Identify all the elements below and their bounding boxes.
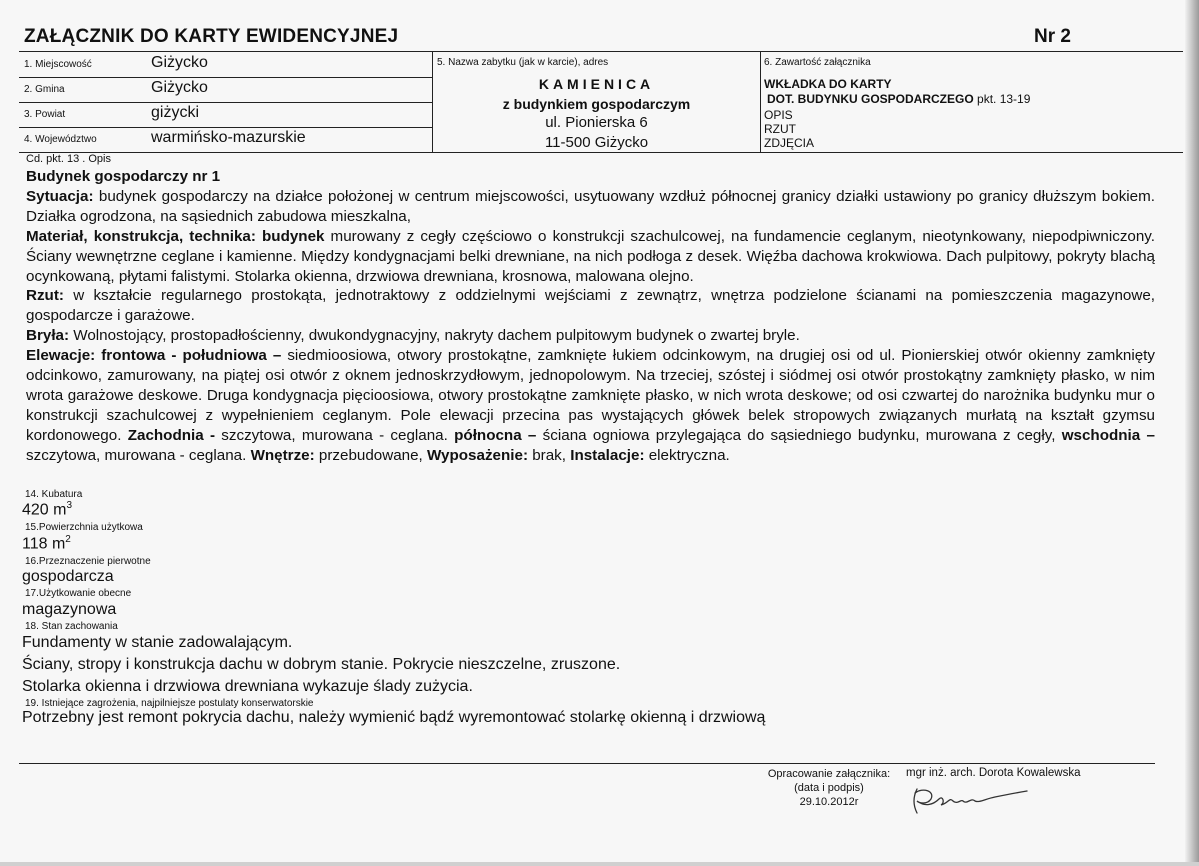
volume-value	[22, 500, 72, 519]
elevations-paragraph	[26, 346, 1155, 465]
north-text: ściana ogniowa przylegająca do sąsiedniego budynku, murowana z cegły,	[536, 426, 1056, 444]
town-value: Giżycko	[151, 54, 208, 71]
monument-city: 11-500 Giżycko	[544, 134, 649, 151]
installations-text: elektryczna.	[644, 446, 730, 464]
north-label: północna –	[454, 426, 537, 444]
threats-value: Potrzebny jest remont pokrycia dachu, należy wymienić bądź wyremontować stolarkę okienną i drzwiową	[22, 709, 766, 726]
interior-label: Wnętrze:	[250, 446, 315, 464]
town-label: 1. Miejscowość	[24, 59, 92, 70]
location-row-voivodeship	[19, 127, 432, 152]
plan-label: Rzut:	[26, 287, 64, 305]
area-number: 118 m	[22, 535, 66, 553]
author-name: mgr inż. arch. Dorota Kowalewska	[906, 767, 1081, 779]
elevations-text: siedmioosiowa, otwory prostokątne, zamknięte łukiem odcinkowym, na drugiej osi od ul. Pionierskiej otwór okienny zamknięty odcinkowo, zamurowany, na piątej osi otwór z oknem jednoskrzydłowym, jednopolowym. Na trzeciej, szóstej i siódmej osi otwór prostokątny zamknięty płasko, w nim wrota garażowe deskowe. Druga kondygnacja pięcioosiowa, otwory prostokątne zamknięte płasko, w nich wrota deskowe; od osi czwartej do narożnika budynku mur o konstrukcji szachulcowej z wypełnieniem ceglanym. Pole elewacji przecina pas wystających główek belek stropowych związanych murłatą na kształt gzymsu kordonowego.	[26, 347, 1155, 444]
material-paragraph	[26, 227, 1155, 287]
preparation-date: 29.10.2012r	[799, 796, 859, 808]
elevations-label: Elewacje: frontowa - południowa –	[26, 347, 282, 365]
volume-exponent: 3	[66, 500, 73, 511]
contents-line3: OPIS	[764, 108, 793, 122]
handwritten-signature	[905, 783, 1030, 819]
original-use-label: 16.Przeznaczenie pierwotne	[25, 556, 151, 567]
interior-text: przebudowane,	[314, 446, 423, 464]
location-column	[19, 52, 433, 152]
location-row-county	[19, 102, 432, 128]
volume-label: 14. Kubatura	[25, 489, 83, 500]
contents-line2-bold: DOT. BUDYNKU GOSPODARCZEGO	[767, 92, 974, 106]
county-value: giżycki	[151, 104, 200, 121]
condition-line2: Ściany, stropy i konstrukcja dachu w dobrym stanie. Pokrycie nieszczelne, zruszone.	[22, 656, 621, 673]
monument-column	[433, 52, 761, 152]
location-row-town	[19, 52, 432, 78]
contents-line1: WKŁADKA DO KARTY	[764, 77, 892, 91]
paper-edge	[1185, 0, 1199, 866]
area-label: 15.Powierzchnia użytkowa	[25, 522, 143, 533]
situation-text: budynek gospodarczy na działce położonej w centrum miejscowości, usytuowany wzdłuż północnej granicy działki ustawiony po granicy dłuższym bokiem. Działka ogrodzona, na sąsiednich zabudowa mieszkalna,	[26, 187, 1155, 225]
document-title: ZAŁĄCZNIK DO KARTY EWIDENCYJNEJ	[24, 26, 399, 47]
plan-paragraph	[26, 286, 1155, 326]
condition-label: 18. Stan zachowania	[25, 621, 118, 632]
original-use-value: gospodarcza	[22, 568, 114, 585]
volume-number: 420 m	[22, 501, 67, 519]
equipment-text: brak,	[528, 446, 566, 464]
contents-line2-rest: pkt. 13-19	[973, 92, 1031, 106]
date-sign-label: (data i podpis)	[794, 782, 864, 794]
current-use-value: magazynowa	[22, 601, 117, 618]
massing-label: Bryła:	[26, 327, 70, 345]
voivodeship-label: 4. Województwo	[24, 134, 97, 145]
contents-column	[761, 52, 1183, 152]
current-use-label: 17.Użytkowanie obecne	[25, 588, 132, 599]
contents-line4: RZUT	[764, 122, 796, 136]
prepared-block	[764, 767, 894, 809]
attachment-number: Nr 2	[1034, 26, 1071, 47]
monument-label: 5. Nazwa zabytku (jak w karcie), adres	[437, 57, 609, 68]
paper-edge-bottom	[0, 862, 1199, 866]
east-text: szczytowa, murowana - ceglana.	[26, 446, 247, 464]
condition-line1: Fundamenty w stanie zadowalającym.	[22, 634, 293, 651]
massing-paragraph	[26, 326, 1155, 346]
prepared-label: Opracowanie załącznika:	[767, 768, 891, 780]
west-text: szczytowa, murowana - ceglana.	[215, 426, 448, 444]
material-text: murowany z cegły częściowo o konstrukcji szachulcowej, na fundamencie ceglanym, nieotynkowany, niepodpiwniczony. Ściany wewnętrzne ceglane i kamienne. Między kondygnacjami belki drewniane, na nich podłoga z desek. Więźba dachowa krokwiowa. Dach pulpitowy, pokryty blachą ocynkowaną, płytami falistymi. Stolarka okienna, drzwiowa drewniana, krosnowa, malowana olejno.	[26, 227, 1155, 285]
material-label: Materiał, konstrukcja, technika: budynek	[26, 227, 325, 245]
monument-street: ul. Pionierska 6	[545, 114, 648, 131]
location-row-commune	[19, 77, 432, 103]
commune-value: Giżycko	[151, 79, 208, 96]
header-table	[19, 51, 1183, 153]
threats-label: 19. Istniejące zagrożenia, najpilniejsze postulaty konserwatorskie	[25, 698, 314, 709]
monument-name: KAMIENICA	[538, 76, 655, 92]
equipment-label: Wyposażenie:	[427, 446, 528, 464]
contents-line2	[767, 92, 1030, 106]
footer-divider	[19, 763, 1155, 764]
description-label: Cd. pkt. 13 . Opis	[26, 153, 111, 165]
area-exponent: 2	[65, 534, 71, 545]
monument-subtitle: z budynkiem gospodarczym	[502, 96, 691, 112]
situation-label: Sytuacja:	[26, 187, 94, 205]
building-heading: Budynek gospodarczy nr 1	[26, 168, 221, 185]
east-label: wschodnia –	[1061, 426, 1155, 444]
west-label: Zachodnia -	[127, 426, 216, 444]
area-value	[22, 534, 71, 553]
county-label: 3. Powiat	[24, 109, 66, 120]
massing-text: Wolnostojący, prostopadłościenny, dwukondygnacyjny, nakryty dachem pulpitowym budynek o zwartej bryle.	[69, 327, 800, 345]
contents-line5: ZDJĘCIA	[764, 136, 815, 150]
situation-paragraph	[26, 187, 1155, 227]
description-body	[26, 167, 1155, 466]
plan-text: w kształcie regularnego prostokąta, jednotraktowy z oddzielnymi wejściami z zewnątrz, wnętrza podzielone ścianami na pomieszczenia magazynowe, gospodarcze i garażowe.	[26, 287, 1155, 325]
condition-line3: Stolarka okienna i drzwiowa drewniana wykazuje ślady zużycia.	[22, 678, 473, 695]
contents-label: 6. Zawartość załącznika	[764, 57, 871, 68]
commune-label: 2. Gmina	[24, 84, 65, 95]
installations-label: Instalacje:	[570, 446, 645, 464]
voivodeship-value: warmińsko-mazurskie	[151, 129, 306, 146]
